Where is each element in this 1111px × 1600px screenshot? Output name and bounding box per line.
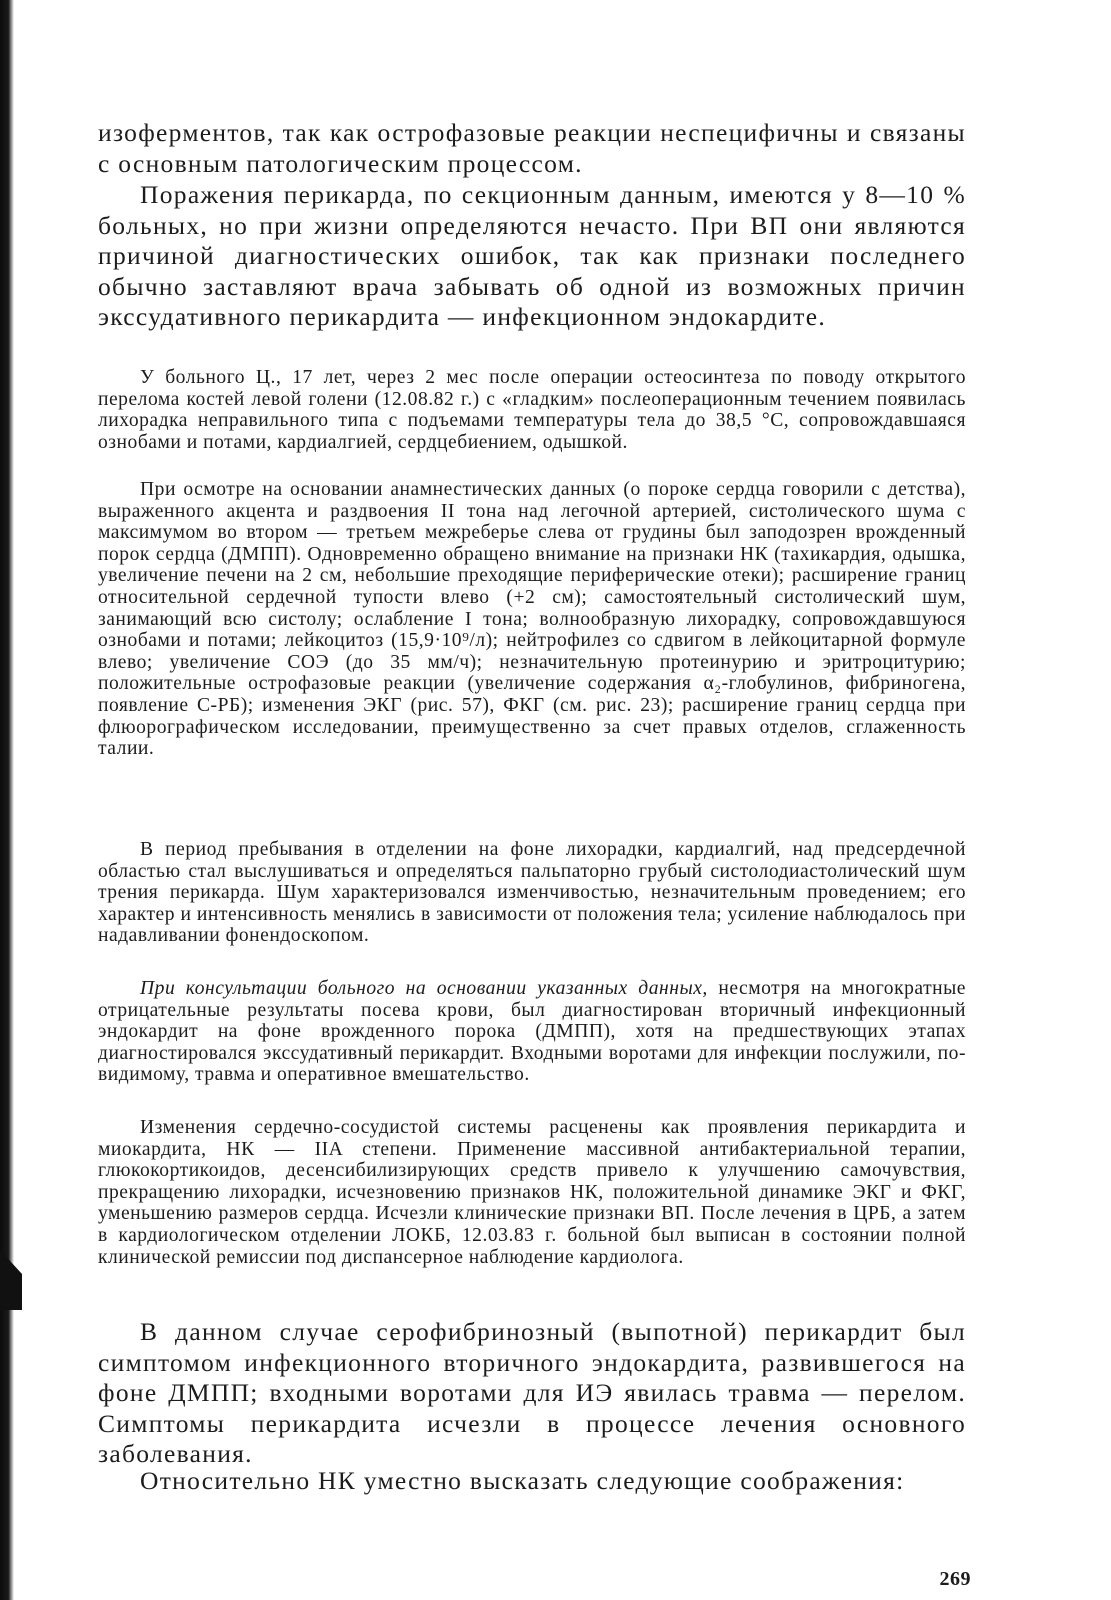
- consultation-rest: несмотря на многократные отрицательные результаты посева крови, был диагностирован вторичный инфекционный эндокардит на фоне врожденного порока (ДМПП), хотя на предшествующих этапах диагностировался экссудативный перикардит. Входными воротами для инфекции послужили, по-видимому, травма и оперативное вмешательство.: [98, 978, 966, 1086]
- case-report-ward: В период пребывания в отделении на фоне лихорадки, кардиалгий, над предсердечной областью стал выслушиваться и определяться пальпаторно грубый систолодиастолический шум трения перикарда. Шум характеризовался изменчивостью, незначительным проведением; его характер и интенсивность менялись в зависимости от положения тела; усиление наблюдалось при надавливании фонендоскопом.: [98, 839, 966, 947]
- page-number: 269: [939, 1568, 971, 1590]
- consultation-italic-lead: При консультации больного на основании указанных данных,: [140, 978, 708, 999]
- case-report-intro: У больного Ц., 17 лет, через 2 мес после операции остеосинтеза по поводу открытого перелома костей левой голени (12.08.82 г.) с «гладким» послеоперационным течением появилась лихорадка неправильного типа с подъемами температуры тела до 38,5 °С, сопровождавшаяся ознобами и потами, кардиалгией, сердцебиением, одышкой.: [98, 367, 966, 453]
- paragraph-isoenzymes: изоферментов, так как острофазовые реакции неспецифичны и связаны с основным патологическим процессом.: [98, 118, 966, 178]
- binding-edge: [0, 0, 14, 1600]
- case-report-changes: Изменения сердечно-сосудистой системы расценены как проявления перикардита и миокардита, НК — IIA степени. Применение массивной антибактериальной терапии, глюкокортикоидов, десенсибилизирующих средств привело к улучшению самочувствия, прекращению лихорадки, исчезновению признаков НК, положительной динамике ЭКГ и ФКГ, уменьшению размеров сердца. Исчезли клинические признаки ВП. После лечения в ЦРБ, а затем в кардиологическом отделении ЛОКБ, 12.03.83 г. больной был выписан в состоянии полной клинической ремиссии под диспансерное наблюдение кардиолога.: [98, 1117, 966, 1268]
- paragraph-pericardium-lesions: Поражения перикарда, по секционным данным, имеются у 8—10 % больных, но при жизни определяются нечасто. При ВП они являются причиной диагностических ошибок, так как признаки последнего обычно заставляют врача забывать об одной из возможных причин экссудативного перикардита — инфекционном эндокардите.: [98, 180, 966, 331]
- paragraph-conclusion: В данном случае серофибринозный (выпотной) перикардит был симптомом инфекционного вторичного эндокардита, развившегося на фоне ДМПП; входными воротами для ИЭ явилась травма — перелом. Симптомы перикардита исчезли в процессе лечения основного заболевания.: [98, 1317, 966, 1468]
- paragraph-hf-considerations: Относительно НК уместно высказать следующие соображения:: [140, 1466, 905, 1495]
- case-report-consultation: [98, 978, 966, 1086]
- case-report-exam: При осмотре на основании анамнестических данных (о пороке сердца говорили с детства), выраженного акцента и раздвоения II тона над легочной артерией, систолического шума с максимумом во втором — третьем межреберье слева от грудины был заподозрен врожденный порок сердца (ДМПП). Одновременно обращено внимание на признаки НК (тахикардия, одышка, увеличение печени на 2 см, небольшие преходящие периферические отеки); расширение границ относительной сердечной тупости влево (+2 см); самостоятельный систолический шум, занимающий всю систолу; ослабление I тона; волнообразную лихорадку, сопровождавшуюся ознобами и потами; лейкоцитоз (15,9·10⁹/л); нейтрофилез со сдвигом в лейкоцитарной формуле влево; увеличение СОЭ (до 35 мм/ч); незначительную протеинурию и эритроцитурию; положительные острофазовые реакции (увеличение содержания α₂-глобулинов, фибриногена, появление С-РБ); изменения ЭКГ (рис. 57), ФКГ (см. рис. 23); расширение границ сердца при флюорографическом исследовании, преимущественно за счет правых отделов, сглаженность талии.: [98, 479, 966, 760]
